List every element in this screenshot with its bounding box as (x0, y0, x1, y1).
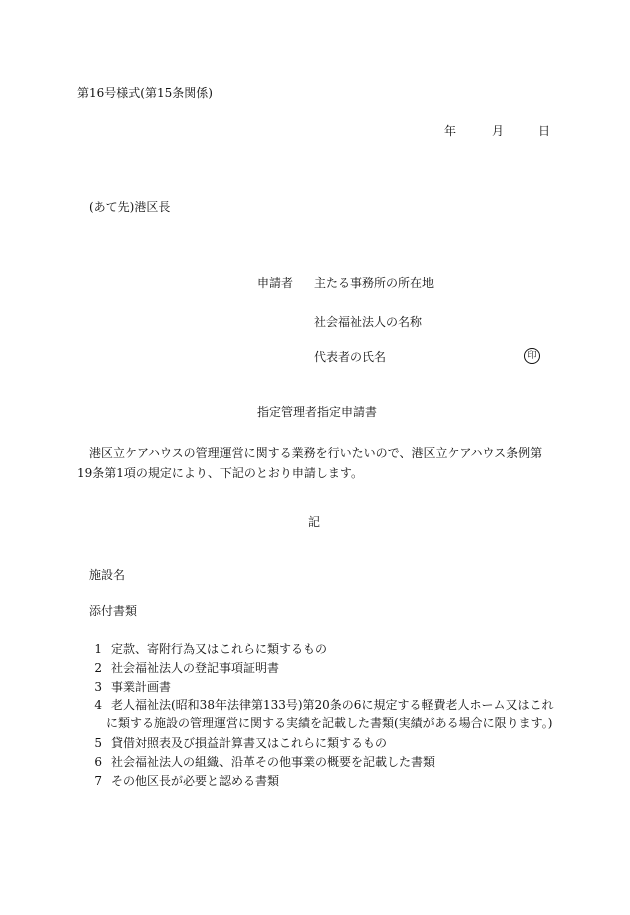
attachment-number: 6 (94, 755, 102, 769)
attachment-number: 3 (94, 680, 102, 694)
attachment-text: 事業計画書 (111, 680, 172, 694)
seal-mark: 印 (524, 348, 540, 364)
attachment-text-continuation: に類する施設の管理運営に関する実績を記載した書類(実績がある場合に限ります。) (106, 716, 553, 730)
attachment-number: 2 (94, 661, 102, 675)
facility-name-label: 施設名 (89, 568, 126, 582)
application-body-text: 港区立ケアハウスの管理運営に関する業務を行いたいので、港区立ケアハウス条例第19条第1項の規定により、下記のとおり申請します。 (77, 446, 543, 480)
attachment-text: 定款、寄附行為又はこれらに類するもの (111, 642, 328, 656)
form-number: 第16号様式(第15条関係) (77, 86, 213, 100)
attachment-text: 老人福祉法(昭和38年法律第133号)第20条の6に規定する軽費老人ホーム又はこれ (111, 698, 554, 712)
attachment-number: 7 (94, 774, 102, 788)
attachment-text: 社会福祉法人の登記事項証明書 (111, 661, 280, 675)
applicant-label: 申請者 (257, 276, 294, 290)
date-day-label: 日 (538, 124, 551, 138)
corporation-name-label: 社会福祉法人の名称 (314, 315, 423, 329)
addressee: (あて先)港区長 (89, 200, 171, 214)
attachments-label: 添付書類 (89, 604, 138, 618)
document-title: 指定管理者指定申請書 (257, 405, 378, 419)
attachment-text: 社会福祉法人の組織、沿革その他事業の概要を記載した書類 (111, 755, 436, 769)
ki-heading: 記 (308, 515, 321, 529)
representative-name-label: 代表者の氏名 (314, 350, 387, 364)
date-year-label: 年 (444, 124, 457, 138)
attachment-number: 5 (94, 736, 102, 750)
office-location-label: 主たる事務所の所在地 (314, 276, 435, 290)
attachment-number: 1 (94, 642, 102, 656)
attachment-text: その他区長が必要と認める書類 (111, 774, 280, 788)
attachment-text: 貸借対照表及び損益計算書又はこれらに類するもの (111, 736, 388, 750)
date-month-label: 月 (492, 124, 505, 138)
attachment-number: 4 (94, 698, 102, 712)
